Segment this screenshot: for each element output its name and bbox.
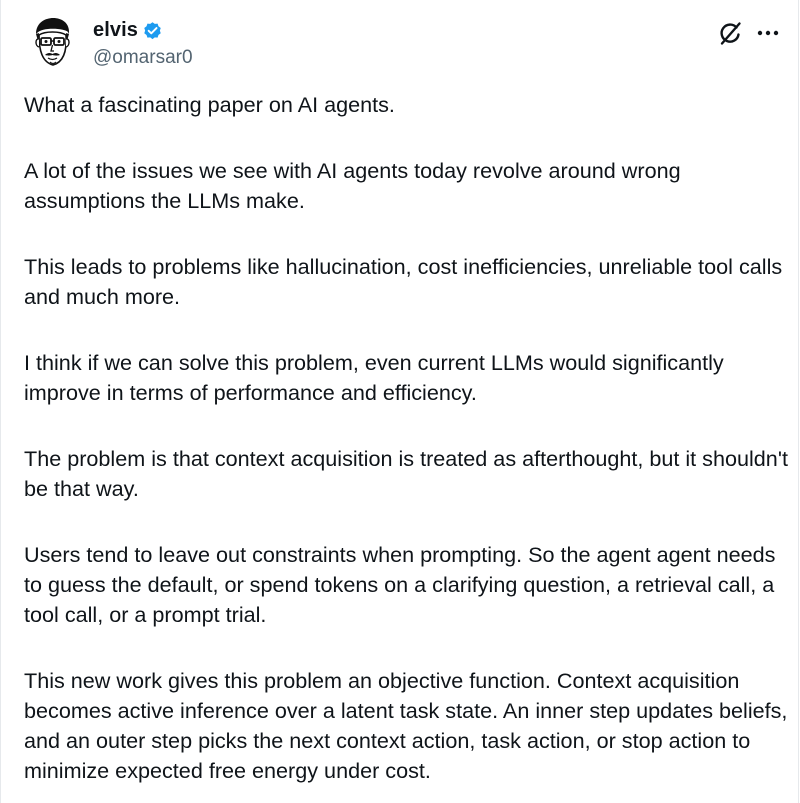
cartoon-face-avatar-icon — [24, 14, 80, 70]
post-header — [1, 0, 800, 90]
verified-badge-icon[interactable] — [142, 20, 163, 41]
grok-icon[interactable] — [716, 19, 744, 47]
post-body — [24, 90, 794, 786]
post-paragraph: This leads to problems like hallucination, cost inefficiencies, unreliable tool calls and much more. — [24, 254, 783, 309]
post-paragraph: A lot of the issues we see with AI agents today revolve around wrong assumptions the LLMs make. — [24, 158, 681, 213]
post-paragraph: What a fascinating paper on AI agents. — [24, 92, 395, 117]
author-handle[interactable]: @omarsar0 — [93, 47, 193, 68]
post-paragraph: This new work gives this problem an objective function. Context acquisition becomes active inference over a latent task state. An inner step updates beliefs, and an outer step picks the next context action, task action, or stop action to minimize expected free energy under cost. — [24, 668, 788, 783]
author-name-row[interactable] — [93, 17, 163, 43]
author-avatar[interactable] — [24, 14, 80, 70]
more-options-icon[interactable] — [755, 22, 781, 44]
author-display-name[interactable]: elvis — [93, 18, 138, 41]
post-paragraph: I think if we can solve this problem, even current LLMs would significantly improve in terms of performance and efficiency. — [24, 350, 724, 405]
post-paragraph: Users tend to leave out constraints when prompting. So the agent agent needs to guess the default, or spend tokens on a clarifying question, a retrieval call, a tool call, or a prompt trial. — [24, 542, 776, 627]
post-paragraph: The problem is that context acquisition is treated as afterthought, but it shouldn't be that way. — [24, 446, 788, 501]
